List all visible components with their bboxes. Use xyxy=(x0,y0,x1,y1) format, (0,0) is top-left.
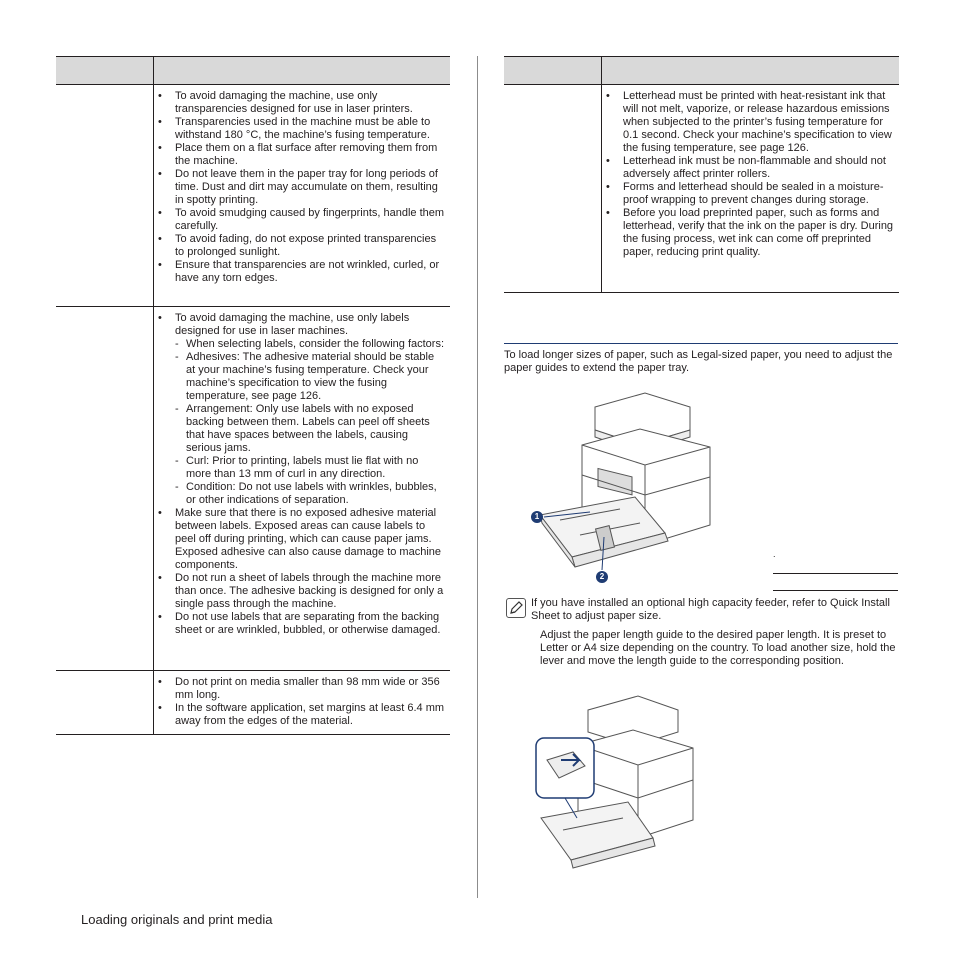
bullet-list xyxy=(154,90,446,285)
table-header xyxy=(56,57,450,85)
list-item: • In the software application, set margins at least 6.4 mm away from the edges of the material. xyxy=(154,702,446,728)
table-row xyxy=(56,671,450,735)
list-item: • Letterhead must be printed with heat-resistant ink that will not melt, vaporize, or release hazardous emissions when subjected to the printer’s fusing temperature for 0.1 second. Check your machine’s specification to view the fusing temperature, see page 126. xyxy=(602,90,895,155)
row-label xyxy=(56,671,154,735)
row-label xyxy=(56,85,154,307)
list-item: • Do not run a sheet of labels through the machine more than once. The adhesive backing is designed for only a single pass through the machine. xyxy=(154,572,446,611)
table-row xyxy=(56,85,450,307)
column-divider xyxy=(477,56,478,898)
list-item: • To avoid fading, do not expose printed transparencies to prolonged sunlight. xyxy=(154,233,446,259)
table-header xyxy=(504,57,899,85)
printer-tray-illustration xyxy=(520,385,720,585)
note-text: If you have installed an optional high capacity feeder, refer to Quick Install Sheet to adjust paper size. xyxy=(531,597,890,622)
list-item xyxy=(154,312,446,507)
sub-list-item: - When selecting labels, consider the following factors: xyxy=(175,338,446,351)
bullet-list xyxy=(154,676,446,728)
list-item: • Do not use labels that are separating from the backing sheet or are wrinkled, bubbled, or otherwise damaged. xyxy=(154,611,446,637)
list-item: • Letterhead ink must be non-flammable and should not adversely affect printer rollers. xyxy=(602,155,895,181)
media-guidelines-table-right xyxy=(504,56,899,293)
section-rule xyxy=(504,343,898,344)
note-icon xyxy=(506,598,526,618)
callout-2: 2 xyxy=(596,571,608,583)
caption-rule-top xyxy=(773,573,898,574)
list-item: • Transparencies used in the machine must be able to withstand 180 °C, the machine’s fusing temperature. xyxy=(154,116,446,142)
header-guidelines-cell xyxy=(154,57,451,85)
section-intro: To load longer sizes of paper, such as Legal-sized paper, you need to adjust the paper guides to extend the paper tray. xyxy=(504,349,893,374)
printer-illustration-svg xyxy=(520,385,720,585)
list-item: • Do not leave them in the paper tray for long periods of time. Dust and dirt may accumulate on them, resulting in spotty printing. xyxy=(154,168,446,207)
small-mark: . xyxy=(773,549,776,559)
sub-list-item: - Condition: Do not use labels with wrinkles, bubbles, or other indications of separation. xyxy=(175,481,446,507)
bullet-list xyxy=(154,312,446,637)
page-footer: Loading originals and print media xyxy=(81,912,273,927)
caption-rule-bottom xyxy=(773,590,898,591)
list-item-text: To avoid damaging the machine, use only labels designed for use in laser machines. xyxy=(175,312,410,337)
list-item: • Ensure that transparencies are not wrinkled, curled, or have any torn edges. xyxy=(154,259,446,285)
table-row xyxy=(56,307,450,671)
header-type-cell xyxy=(504,57,602,85)
list-item: • Place them on a flat surface after removing them from the machine. xyxy=(154,142,446,168)
row-label xyxy=(504,85,602,293)
header-type-cell xyxy=(56,57,154,85)
step-text: Adjust the paper length guide to the desired paper length. It is preset to Letter or A4 size depending on the country. To load another size, hold the lever and move the length guide to the corresponding position. xyxy=(540,629,896,667)
list-item: • Before you load preprinted paper, such as forms and letterhead, verify that the ink on the paper is dry. During the fusing process, wet ink can come off preprinted paper, reducing print quality. xyxy=(602,207,895,259)
list-item: • To avoid smudging caused by fingerprints, handle them carefully. xyxy=(154,207,446,233)
sub-list-item: - Arrangement: Only use labels with no exposed backing between them. Labels can peel off sheets that have spaces between the labels, causing serious jams. xyxy=(175,403,446,455)
sub-list-item: - Curl: Prior to printing, labels must lie flat with no more than 13 mm of curl in any direction. xyxy=(175,455,446,481)
length-guide-svg xyxy=(533,690,703,870)
row-label xyxy=(56,307,154,671)
bullet-list xyxy=(602,90,895,259)
table-row xyxy=(504,85,899,293)
pencil-icon xyxy=(507,599,525,617)
list-item: • Do not print on media smaller than 98 mm wide or 356 mm long. xyxy=(154,676,446,702)
callout-1: 1 xyxy=(531,511,543,523)
header-guidelines-cell xyxy=(602,57,900,85)
length-guide-illustration xyxy=(533,690,703,870)
list-item: • Make sure that there is no exposed adhesive material between labels. Exposed areas can cause labels to peel off during printing, which can cause paper jams. Exposed adhesive can also cause damage to machine components. xyxy=(154,507,446,572)
list-item: • To avoid damaging the machine, use only transparencies designed for use in laser printers. xyxy=(154,90,446,116)
sub-list-item: - Adhesives: The adhesive material should be stable at your machine’s fusing temperature. Check your machine’s specification to view the fusing temperature, see page 126. xyxy=(175,351,446,403)
sub-list xyxy=(175,338,446,507)
list-item: • Forms and letterhead should be sealed in a moisture-proof wrapping to prevent changes during storage. xyxy=(602,181,895,207)
media-guidelines-table-left xyxy=(56,56,450,735)
